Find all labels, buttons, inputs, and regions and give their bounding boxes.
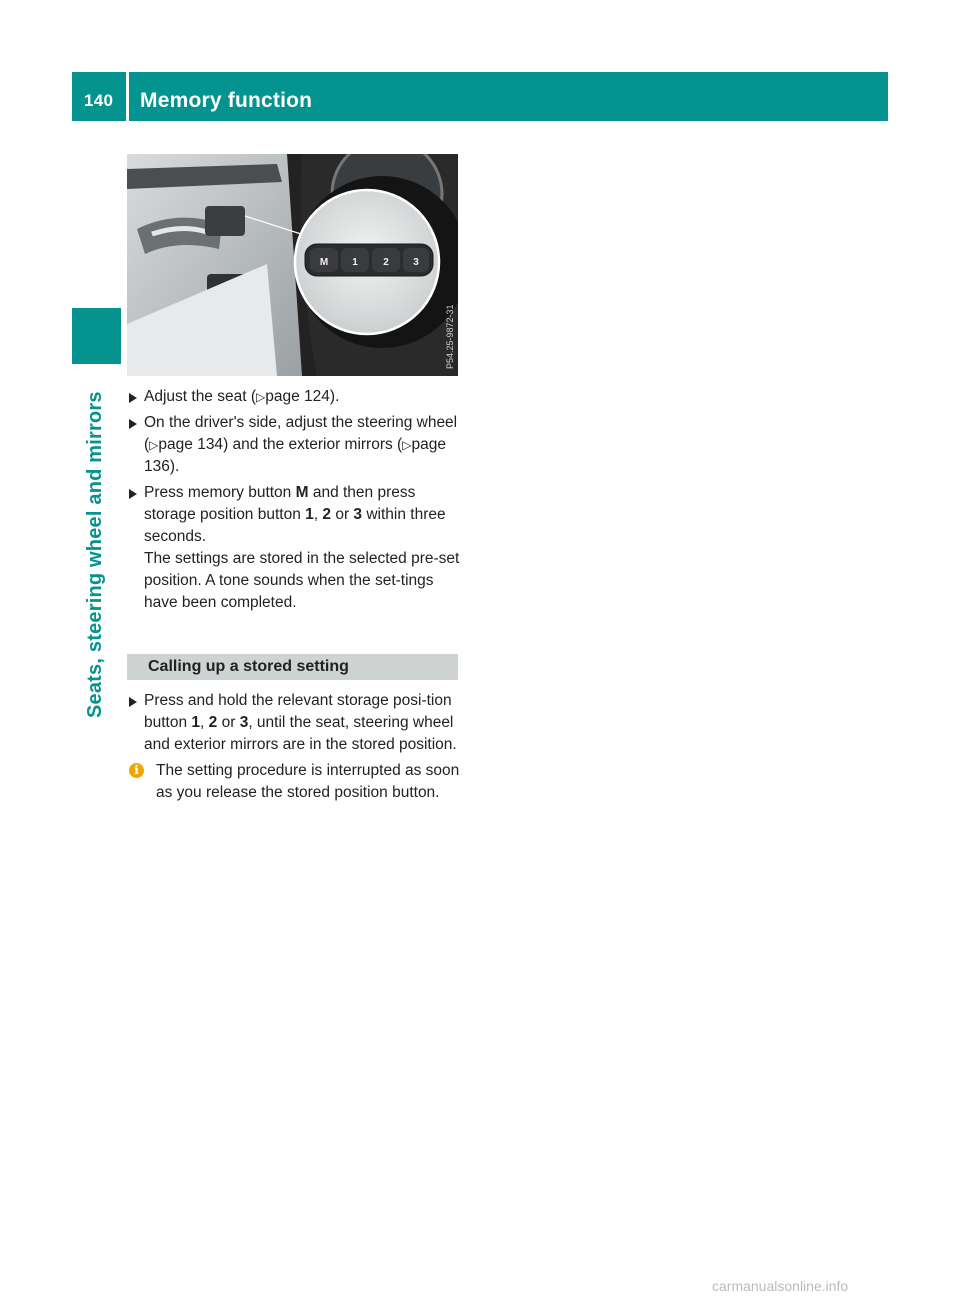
instruction-step: Press memory button M and then press storage position button 1, 2 or 3 within three seconds. The settings are stored in the selected pre-set position. A tone sounds when the set-tings have been completed. bbox=[127, 482, 463, 614]
section-heading: Calling up a stored setting bbox=[127, 654, 458, 680]
page-reference: page 136 bbox=[144, 436, 446, 475]
step-arrow-icon bbox=[129, 419, 137, 429]
page-header bbox=[72, 72, 888, 121]
memory-button-label-m: M bbox=[319, 257, 329, 268]
info-icon: i bbox=[129, 763, 144, 778]
page-reference-icon: ▷ bbox=[402, 438, 412, 452]
step-arrow-icon bbox=[129, 393, 137, 403]
main-content bbox=[127, 386, 463, 804]
page-number: 140 bbox=[84, 91, 114, 110]
step-result: The settings are stored in the selected pre-set position. A tone sounds when the set-tings have been completed. bbox=[144, 550, 460, 611]
memory-button-label-2: 2 bbox=[383, 257, 389, 268]
watermark: carmanualsonline.info bbox=[712, 1278, 849, 1294]
page-reference-icon: ▷ bbox=[149, 438, 159, 452]
instruction-step: Press and hold the relevant storage posi-tion button 1, 2 or 3, until the seat, steering wheel and exterior mirrors are in the stored position. bbox=[127, 690, 463, 756]
page-reference: page 124 bbox=[265, 388, 330, 405]
instruction-step: Adjust the seat (▷page 124). bbox=[127, 386, 463, 408]
step-arrow-icon bbox=[129, 697, 137, 707]
page-title: Memory function bbox=[140, 89, 313, 112]
info-text: The setting procedure is interrupted as soon as you release the stored position button. bbox=[156, 762, 460, 801]
chapter-title: Seats, steering wheel and mirrors bbox=[84, 391, 106, 718]
figure-code: P54.25-9872-31 bbox=[445, 304, 455, 369]
header-divider bbox=[126, 72, 129, 121]
memory-button-label-3: 3 bbox=[413, 257, 419, 268]
info-note bbox=[127, 760, 463, 804]
page-reference: page 134 bbox=[158, 436, 224, 453]
memory-button-label-1: 1 bbox=[352, 257, 358, 268]
memory-buttons-photo bbox=[127, 154, 458, 376]
door-panel-illustration bbox=[127, 154, 458, 376]
step-arrow-icon bbox=[129, 489, 137, 499]
page-reference-icon: ▷ bbox=[256, 390, 266, 404]
instruction-step: On the driver's side, adjust the steering wheel (▷page 134) and the exterior mirrors (▷page 136). bbox=[127, 412, 463, 478]
